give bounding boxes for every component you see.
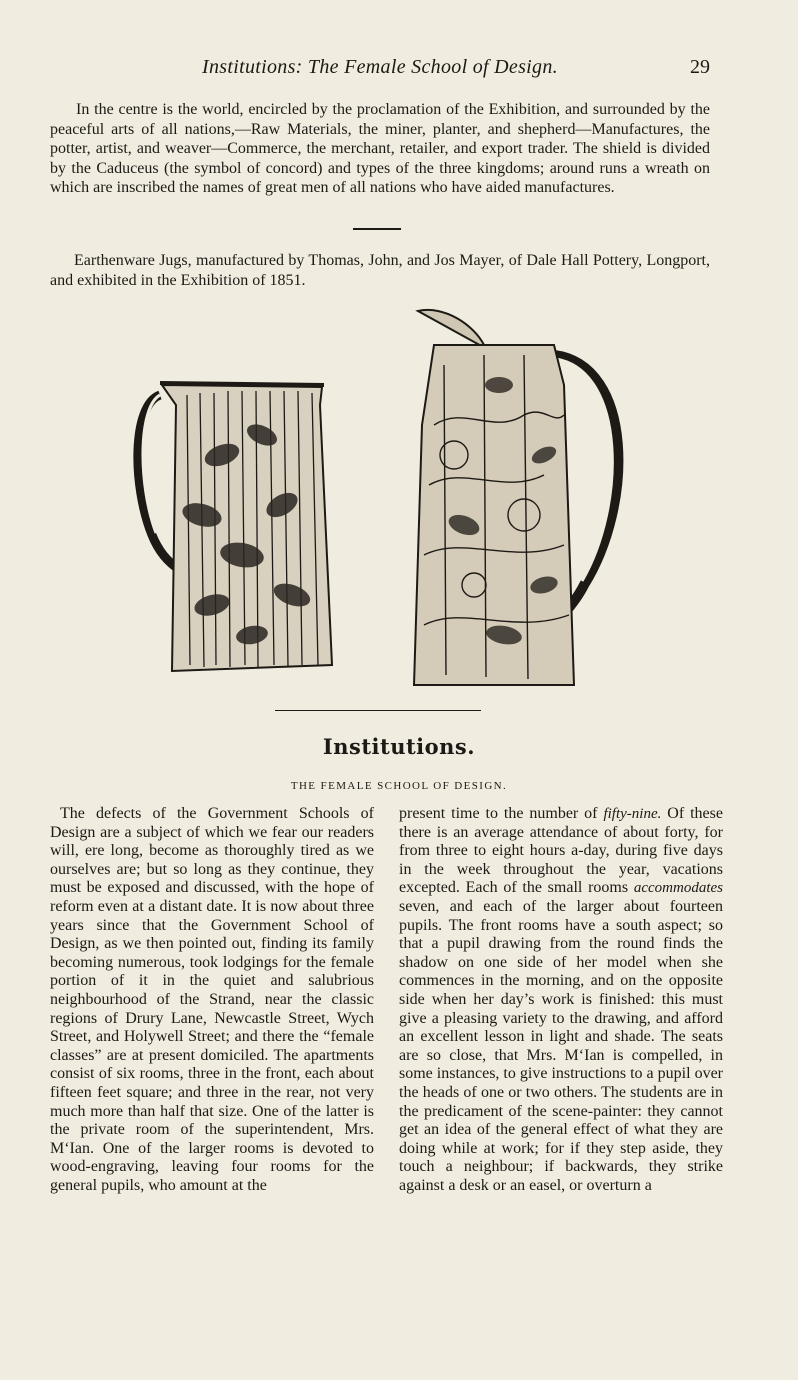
- section-divider-short: [353, 228, 401, 230]
- article-text: present time to the number of: [399, 805, 604, 822]
- bark-textured-jug-illustration: [132, 365, 342, 685]
- page-number: 29: [690, 56, 710, 78]
- section-subheading: THE FEMALE SCHOOL OF DESIGN.: [290, 780, 508, 792]
- article-column-left: The defects of the Government Schools of Design are a subject of which we fear our readers will, ere long, become as thoroughly tired as we ourselves are; but so long as they continue, they must be exposed and discussed, with the hope of reform even at a distant date. It is now about three years since that the Government School of Design, as we then pointed out, finding its family becoming numerous, took lodgings for the female portion of it in the quiet and salubrious neighbourhood of the Strand, near the classic regions of Drury Lane, Newcastle Street, Wych Street, and Holywell Street; and there the “female classes” are at present domiciled. The apartments consist of six rooms, three in the front, each about fifteen feet square; and three in the rear, not very much more than half that size. One of the latter is the private room of the superintendent, Mrs. M‘Ian. One of the larger rooms is devoted to wood-engraving, leaving four rooms for the general pupils, who amount at the: [50, 805, 374, 1194]
- emphasis-accommodates: accommodates: [633, 880, 723, 897]
- section-heading: Institutions.: [322, 734, 476, 759]
- running-title: Institutions: The Female School of Design.: [202, 56, 558, 78]
- figure-caption: Earthenware Jugs, manufactured by Thomas, John, and Jos Mayer, of Dale Hall Pottery, Longport, and exhibited in the Exhibition of 1851.: [50, 252, 710, 289]
- article-column-right: [399, 805, 723, 1195]
- article-text: seven, and each of the larger about fourteen pupils. The front rooms have a south aspect; so that a pupil drawing from the round finds the shadow on one side of her model when she commences in the morning, and on the opposite side when her day’s work is finished: this must give a pleasing variety to the drawing, and afford an excellent lesson in light and shade. The seats are so close, that Mrs. M‘Ian is compelled, in some instances, to give instructions to a pupil over the heads of one or two others. The students are in the predicament of the scene-painter: they cannot get an idea of the general effect of what they are doing while at work; for if they step aside, they touch a neighbour; if backwards, they strike against a desk or an easel, or overturn a: [399, 897, 723, 1194]
- intro-paragraph: In the centre is the world, encircled by the proclamation of the Exhibition, and surrounded by the peaceful arts of all nations,—Raw Materials, the miner, planter, and shepherd—Manufactures, the potter, artist, and weaver—Commerce, the merchant, retailer, and export trader. The shield is divided by the Caduceus (the symbol of concord) and types of the three kingdoms; around runs a wreath on which are inscribed the names of great men of all nations who have aided manufactures.: [50, 101, 710, 197]
- running-head: [50, 56, 710, 84]
- section-divider-long: [275, 710, 481, 711]
- emphasis-fifty-nine: fifty-nine.: [603, 806, 662, 822]
- jug-figures: [120, 305, 660, 695]
- ornate-oak-jug-illustration: [404, 305, 640, 690]
- article-text: Of these there is an average attendance of about forty, for from three to eight hours a-day, during five days in the week throughout the year, vacations excepted. Each of the small rooms: [399, 805, 723, 897]
